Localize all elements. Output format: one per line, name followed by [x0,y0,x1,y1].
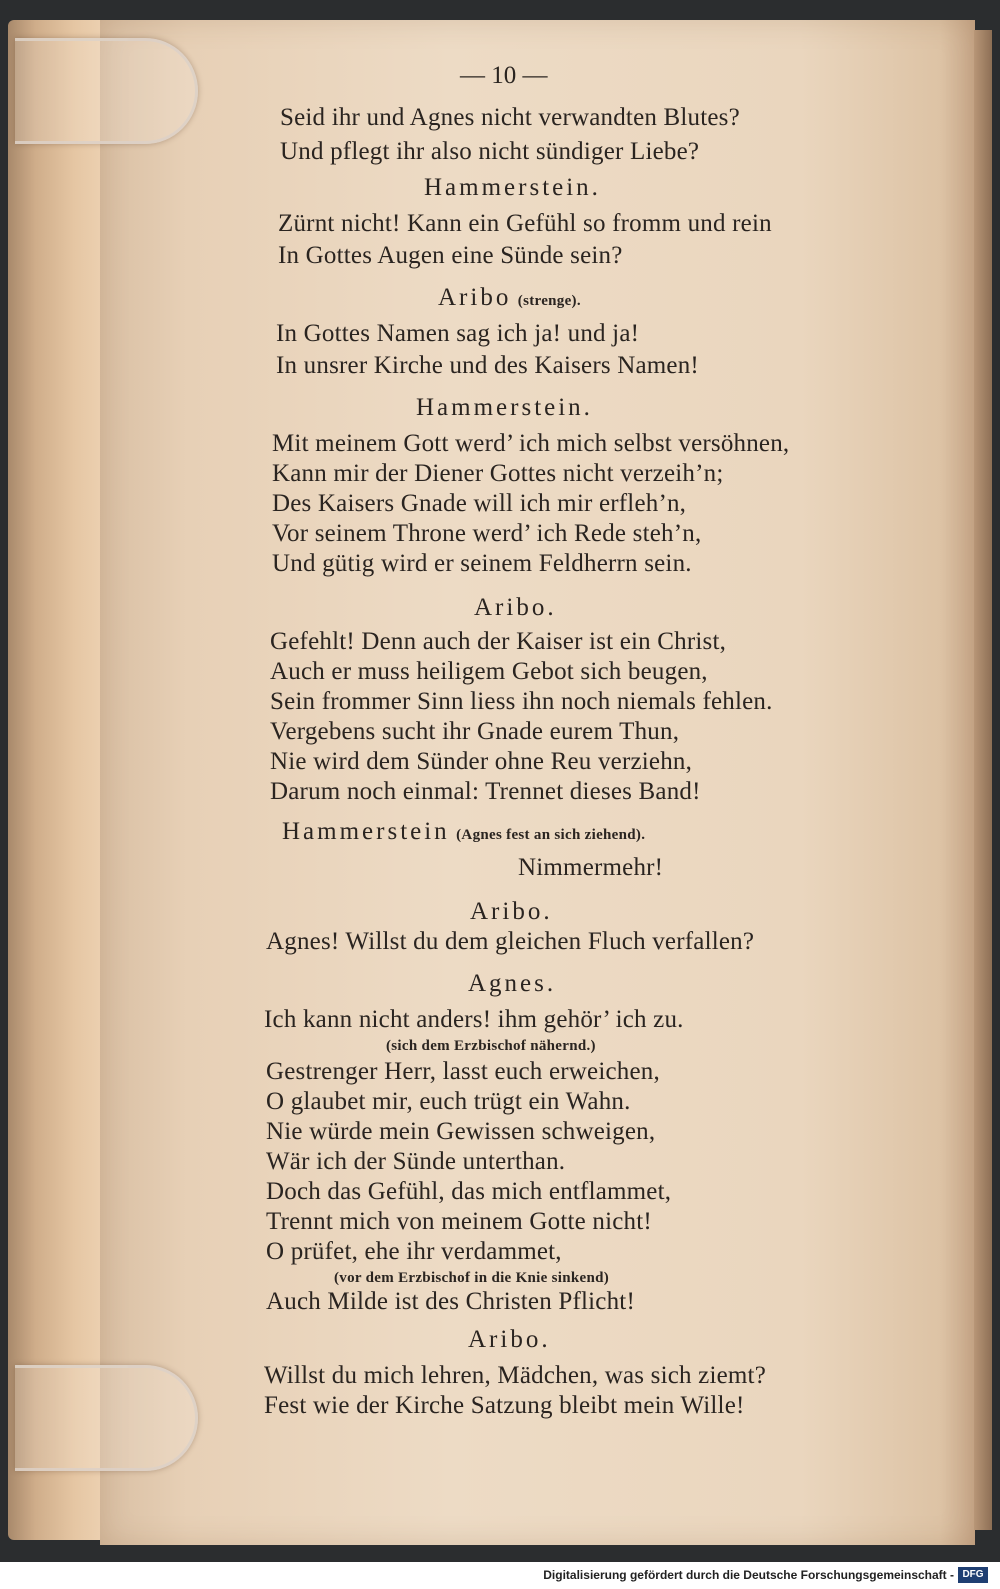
dfg-logo: DFG [958,1567,988,1583]
speaker-name: Aribo [438,284,512,311]
speaker-name: Aribo. [470,898,553,925]
verse-line: Gestrenger Herr, lasst euch erweichen, [266,1058,660,1085]
verse-line: Gefehlt! Denn auch der Kaiser ist ein Christ, [270,628,727,655]
verse-line: Willst du mich lehren, Mädchen, was sich ziemt? [264,1362,767,1389]
verse-line: Darum noch einmal: Trennet dieses Band! [270,778,701,805]
stage-direction: (Agnes fest an sich ziehend). [456,827,646,843]
speaker-name: Agnes. [468,970,557,997]
stage-direction: (sich dem Erzbischof nähernd.) [386,1038,596,1054]
speaker-name: Hammerstein [282,818,450,845]
verse-line: Wär ich der Sünde unterthan. [266,1148,566,1175]
verse-line: Zürnt nicht! Kann ein Gefühl so fromm und rein [278,210,772,237]
verse-line: Fest wie der Kirche Satzung bleibt mein Wille! [264,1392,745,1419]
verse-line: Nimmermehr! [518,854,664,881]
page-edge [974,30,992,1530]
speaker-name: Aribo. [468,1326,551,1353]
speaker-name: Aribo. [474,594,557,621]
stage-direction: (strenge). [517,293,581,309]
verse-line: Sein frommer Sinn liess ihn noch niemals fehlen. [270,688,773,715]
verse-line: Kann mir der Diener Gottes nicht verzeih’n; [272,460,724,487]
funding-note: Digitalisierung gefördert durch die Deutsche Forschungsgemeinschaft - [543,1568,954,1582]
verse-line: In Gottes Namen sag ich ja! und ja! [276,320,640,347]
verse-line: O glaubet mir, euch trügt ein Wahn. [266,1088,631,1115]
verse-line: In Gottes Augen eine Sünde sein? [278,242,623,269]
speaker-name: Hammerstein. [424,174,601,201]
footer-bar [0,1562,1000,1589]
verse-line: Nie wird dem Sünder ohne Reu verziehn, [270,748,693,775]
page-clip-bottom [15,1365,198,1471]
speaker-name: Hammerstein. [416,394,593,421]
speaker-heading [438,284,581,312]
verse-line: In unsrer Kirche und des Kaisers Namen! [276,352,699,379]
page-clip-top [15,38,198,144]
verse-line: Ich kann nicht anders! ihm gehör’ ich zu. [264,1006,684,1033]
verse-line: Nie würde mein Gewissen schweigen, [266,1118,656,1145]
verse-line: Auch er muss heiligem Gebot sich beugen, [270,658,708,685]
speaker-heading [282,818,645,846]
verse-line: Seid ihr und Agnes nicht verwandten Blutes? [280,104,740,131]
verse-line: Des Kaisers Gnade will ich mir erfleh’n, [272,490,687,517]
page-number: — 10 — [460,62,548,89]
verse-line: O prüfet, ehe ihr verdammet, [266,1238,562,1265]
stage-direction: (vor dem Erzbischof in die Knie sinkend) [334,1270,610,1286]
verse-line: Mit meinem Gott werd’ ich mich selbst versöhnen, [272,430,790,457]
verse-line: Und gütig wird er seinem Feldherrn sein. [272,550,692,577]
verse-line: Vergebens sucht ihr Gnade eurem Thun, [270,718,680,745]
verse-line: Trennt mich von meinem Gotte nicht! [266,1208,652,1235]
verse-line: Und pflegt ihr also nicht sündiger Liebe? [280,138,700,165]
verse-line: Doch das Gefühl, das mich entflammet, [266,1178,672,1205]
verse-line: Auch Milde ist des Christen Pflicht! [266,1288,635,1315]
verse-line: Vor seinem Throne werd’ ich Rede steh’n, [272,520,702,547]
verse-line: Agnes! Willst du dem gleichen Fluch verfallen? [266,928,755,955]
